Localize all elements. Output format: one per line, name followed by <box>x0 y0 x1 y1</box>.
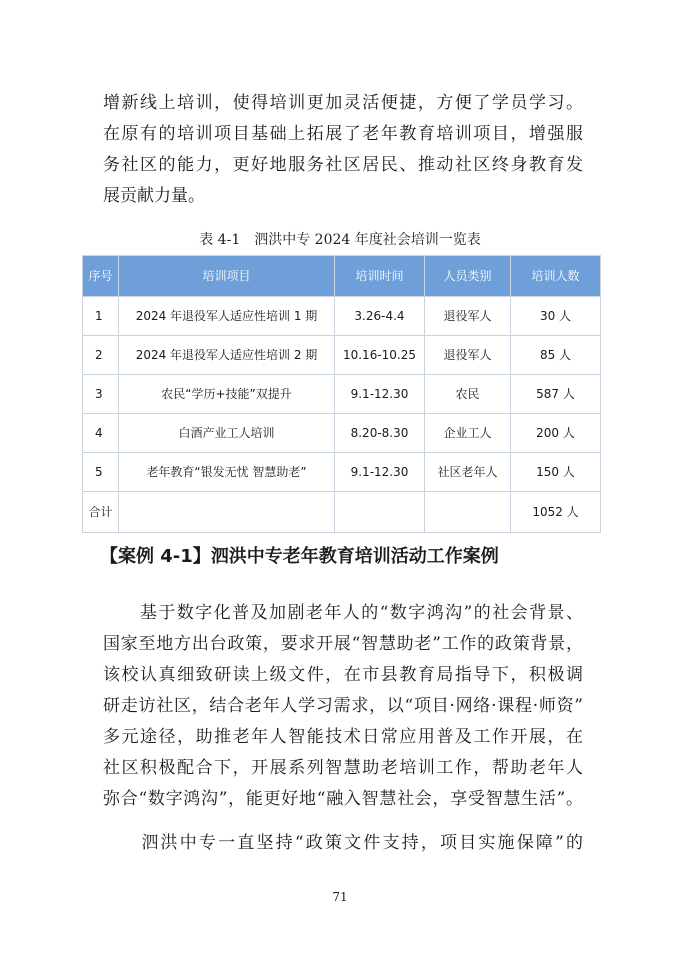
cell-project: 农民“学历+技能”双提升 <box>119 375 335 414</box>
table-row <box>83 375 601 414</box>
paragraph-line: 弥合“数字鸿沟”，能更好地“融入智慧社会，享受智慧生活”。 <box>103 789 583 809</box>
cell-time: 3.26-4.4 <box>335 297 425 336</box>
paragraph-line: 研走访社区，结合老年人学习需求，以“项目·网络·课程·师资” <box>103 696 583 716</box>
cell-category: 社区老年人 <box>425 453 511 492</box>
table-row <box>83 453 601 492</box>
cell-category: 退役军人 <box>425 297 511 336</box>
case-paragraph <box>103 598 583 815</box>
cell-count: 85 人 <box>511 336 601 375</box>
table-header-row <box>83 256 601 297</box>
cell-empty <box>119 492 335 533</box>
cell-project: 白酒产业工人培训 <box>119 414 335 453</box>
header-project: 培训项目 <box>119 256 335 297</box>
header-index: 序号 <box>83 256 119 297</box>
cell-index: 3 <box>83 375 119 414</box>
cell-project: 2024 年退役军人适应性培训 2 期 <box>119 336 335 375</box>
cell-empty <box>425 492 511 533</box>
cell-count: 150 人 <box>511 453 601 492</box>
paragraph-line: 多元途径，助推老年人智能技术日常应用普及工作开展，在 <box>103 727 583 747</box>
cell-total-label: 合计 <box>83 492 119 533</box>
paragraph-line: 在原有的培训项目基础上拓展了老年教育培训项目，增强服 <box>103 124 583 144</box>
cell-index: 4 <box>83 414 119 453</box>
cell-count: 587 人 <box>511 375 601 414</box>
cell-category: 企业工人 <box>425 414 511 453</box>
paragraph-line: 展贡献力量。 <box>103 186 205 206</box>
cell-time: 10.16-10.25 <box>335 336 425 375</box>
cell-project: 2024 年退役军人适应性培训 1 期 <box>119 297 335 336</box>
final-paragraph <box>103 828 583 859</box>
cell-project: 老年教育“银发无忧 智慧助老” <box>119 453 335 492</box>
table-caption: 表 4-1 泗洪中专 2024 年度社会培训一览表 <box>199 232 481 248</box>
table-row <box>83 297 601 336</box>
paragraph-line: 务社区的能力，更好地服务社区居民、推动社区终身教育发 <box>103 155 583 175</box>
header-category: 人员类别 <box>425 256 511 297</box>
paragraph-line: 该校认真细致研读上级文件，在市县教育局指导下，积极调 <box>103 665 583 685</box>
header-count: 培训人数 <box>511 256 601 297</box>
cell-total-value: 1052 人 <box>511 492 601 533</box>
cell-time: 9.1-12.30 <box>335 375 425 414</box>
paragraph-line: 泗洪中专一直坚持“政策文件支持，项目实施保障”的 <box>103 833 583 853</box>
cell-category: 农民 <box>425 375 511 414</box>
page-number: 71 <box>332 890 348 904</box>
intro-paragraph <box>103 88 583 212</box>
cell-time: 9.1-12.30 <box>335 453 425 492</box>
paragraph-line: 基于数字化普及加剧老年人的“数字鸿沟”的社会背景、 <box>103 603 583 623</box>
table-row <box>83 336 601 375</box>
table-row <box>83 414 601 453</box>
paragraph-line: 增新线上培训，使得培训更加灵活便捷，方便了学员学习。 <box>103 93 583 113</box>
table-total-row <box>83 492 601 533</box>
cell-count: 30 人 <box>511 297 601 336</box>
cell-index: 1 <box>83 297 119 336</box>
cell-category: 退役军人 <box>425 336 511 375</box>
paragraph-line: 国家至地方出台政策，要求开展“智慧助老”工作的政策背景， <box>103 634 583 654</box>
case-heading: 【案例 4-1】泗洪中专老年教育培训活动工作案例 <box>100 546 499 567</box>
header-time: 培训时间 <box>335 256 425 297</box>
cell-index: 5 <box>83 453 119 492</box>
cell-count: 200 人 <box>511 414 601 453</box>
paragraph-line: 社区积极配合下，开展系列智慧助老培训工作，帮助老年人 <box>103 758 583 778</box>
cell-time: 8.20-8.30 <box>335 414 425 453</box>
training-table <box>82 255 601 533</box>
cell-empty <box>335 492 425 533</box>
cell-index: 2 <box>83 336 119 375</box>
